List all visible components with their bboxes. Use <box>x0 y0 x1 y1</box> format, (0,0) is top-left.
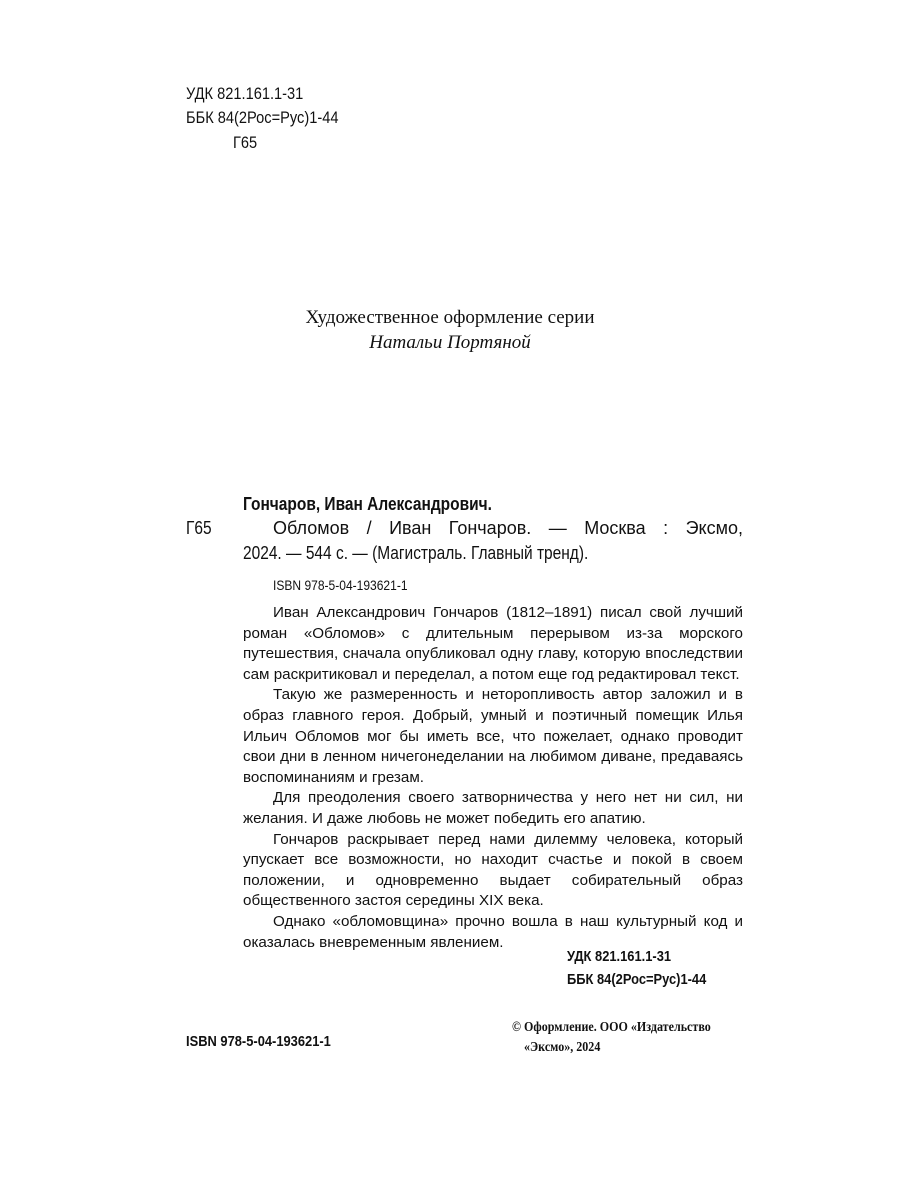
annotation-paragraph: Гончаров раскрывает перед нами дилемму человека, который упускает все возможности, но находит счастье и покой в своем положении, и одновременно выдает собирательный образ общественного застоя середины XIX века. <box>243 830 743 910</box>
index-bbk: ББК 84(2Рос=Рус)1-44 <box>567 971 707 988</box>
bibliography-isbn: ISBN 978-5-04-193621-1 <box>273 577 408 593</box>
annotation <box>243 603 743 953</box>
annotation-paragraph: Однако «обломовщина» прочно вошла в наш культурный код и оказалась вневременным явлением. <box>243 912 743 951</box>
header-bbk: ББК 84(2Рос=Рус)1-44 <box>186 108 339 127</box>
design-credit-name: Натальи Портяной <box>369 332 531 353</box>
bibliography-publication-line: 2024. — 544 с. — (Магистраль. Главный тренд). <box>243 543 589 563</box>
header-author-mark: Г65 <box>233 133 258 152</box>
bibliography-title-line: Обломов / Иван Гончаров. — Москва : Эксмо, <box>273 518 743 538</box>
annotation-paragraph: Такую же размеренность и неторопливость автор заложил и в образ главного героя. Добрый, умный и поэтичный помещик Илья Ильич Обломов мог бы иметь все, что пожелает, однако проводит свои дни в ленном ничегонеделании на любимом диване, предаваясь воспоминаниям и грезам. <box>243 686 743 786</box>
annotation-paragraph: Для преодоления своего затворничества у него нет ни сил, ни желания. И даже любовь не может победить его апатию. <box>243 789 743 827</box>
bibliography-author-mark: Г65 <box>186 518 212 538</box>
copyright-line-2: «Эксмо», 2024 <box>524 1040 601 1055</box>
copyright-line-1: © Оформление. ООО «Издательство <box>512 1020 711 1035</box>
design-credit-title: Художественное оформление серии <box>305 307 595 328</box>
bibliography-author: Гончаров, Иван Александрович. <box>243 494 492 514</box>
footer-isbn: ISBN 978-5-04-193621-1 <box>186 1033 331 1050</box>
header-udk: УДК 821.161.1-31 <box>186 84 304 103</box>
annotation-paragraph: Иван Александрович Гончаров (1812–1891) писал свой лучший роман «Обломов» с длительным перерывом из-за морского путешествия, сначала опубликовал одну главу, которую впоследствии сам раскритиковал и переделал, а потом еще год редактировал текст. <box>243 604 743 683</box>
index-udk: УДК 821.161.1-31 <box>567 948 672 965</box>
